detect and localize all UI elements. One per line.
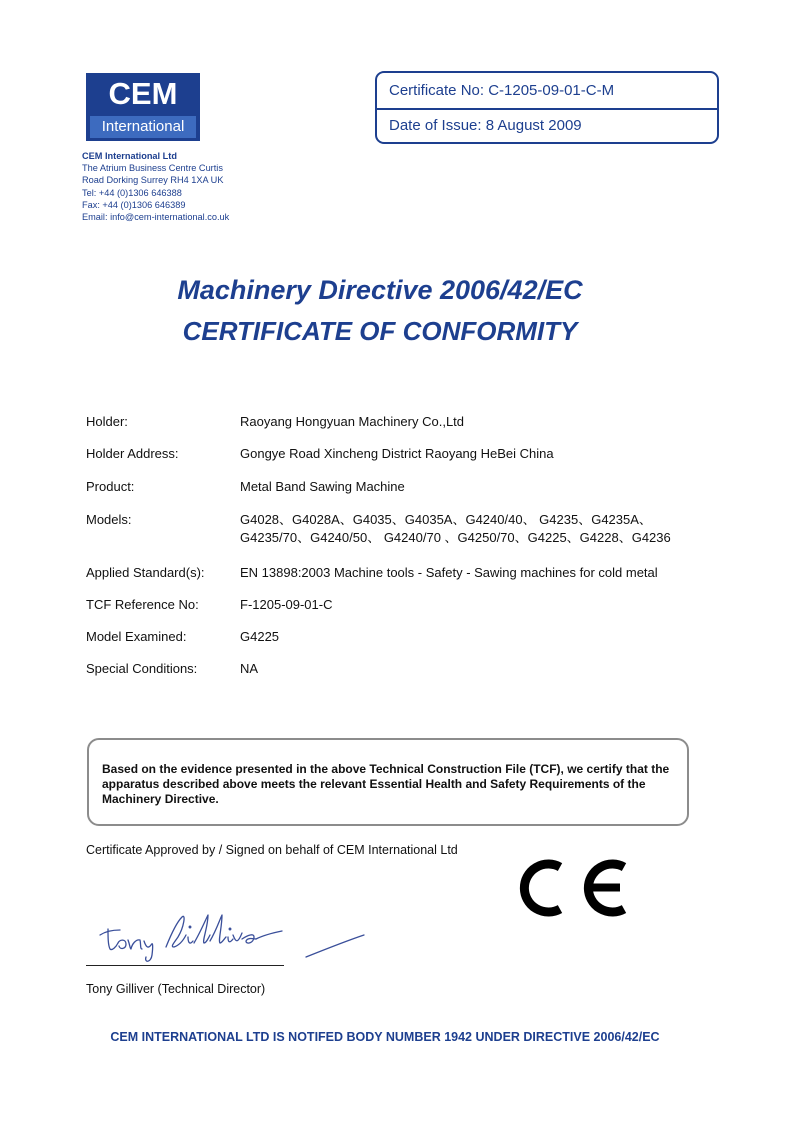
company-tel: Tel: +44 (0)1306 646388 [82, 187, 182, 198]
certificate-number: Certificate No: C-1205-09-01-C-M [389, 82, 615, 99]
standards-label: Applied Standard(s): [86, 565, 205, 580]
ce-mark-icon [516, 858, 634, 918]
tcf-label: TCF Reference No: [86, 597, 199, 612]
company-email: Email: info@cem-international.co.uk [82, 212, 230, 223]
address-line-2: Road Dorking Surrey RH4 1XA UK [82, 175, 224, 186]
model-examined-label: Model Examined: [86, 629, 187, 644]
special-conditions-label: Special Conditions: [86, 661, 198, 676]
holder-label: Holder: [86, 414, 128, 429]
product-value: Metal Band Sawing Machine [240, 479, 405, 494]
notified-body-footer: CEM INTERNATIONAL LTD IS NOTIFED BODY NUMBER 1942 UNDER DIRECTIVE 2006/42/EC [110, 1030, 660, 1044]
logo-bottom-text: International [90, 116, 196, 138]
certificate-divider [377, 108, 717, 110]
address-line-1: The Atrium Business Centre Curtis [82, 163, 223, 174]
tcf-value: F-1205-09-01-C [240, 597, 333, 612]
signature-icon [96, 897, 376, 965]
cem-logo [86, 73, 200, 141]
certificate-title: CERTIFICATE OF CONFORMITY [182, 316, 578, 346]
evidence-statement: Based on the evidence presented in the above Technical Construction File (TCF), we certify that the apparatus described above meets the relevant Essential Health and Safety Requirements of the Machinery Directive. [87, 738, 689, 826]
standards-value: EN 13898:2003 Machine tools - Safety - Sawing machines for cold metal [240, 565, 658, 580]
signatory-name: Tony Gilliver (Technical Director) [86, 982, 266, 996]
logo-top-text: CEM [108, 76, 178, 111]
issue-date: Date of Issue: 8 August 2009 [389, 117, 582, 134]
certificate-info-box [375, 71, 719, 144]
directive-title: Machinery Directive 2006/42/EC [177, 275, 583, 305]
models-value-line2: G4235/70、G4240/50、 G4240/70 、G4250/70、G4225、G4228、G4236 [240, 530, 671, 545]
product-label: Product: [86, 479, 135, 494]
address-value: Gongye Road Xincheng District Raoyang HeBei China [240, 446, 554, 461]
company-fax: Fax: +44 (0)1306 646389 [82, 199, 186, 210]
model-examined-value: G4225 [240, 629, 280, 644]
models-label: Models: [86, 512, 132, 527]
models-value-line1: G4028、G4028A、G4035、G4035A、G4240/40、 G4235、G4235A、 [240, 512, 652, 527]
signature-line [86, 965, 284, 966]
special-conditions-value: NA [240, 661, 259, 676]
address-label: Holder Address: [86, 446, 179, 461]
company-name: CEM International Ltd [82, 151, 177, 161]
company-address [82, 150, 282, 223]
approval-statement: Certificate Approved by / Signed on behalf of CEM International Ltd [86, 843, 458, 857]
holder-value: Raoyang Hongyuan Machinery Co.,Ltd [240, 414, 465, 429]
